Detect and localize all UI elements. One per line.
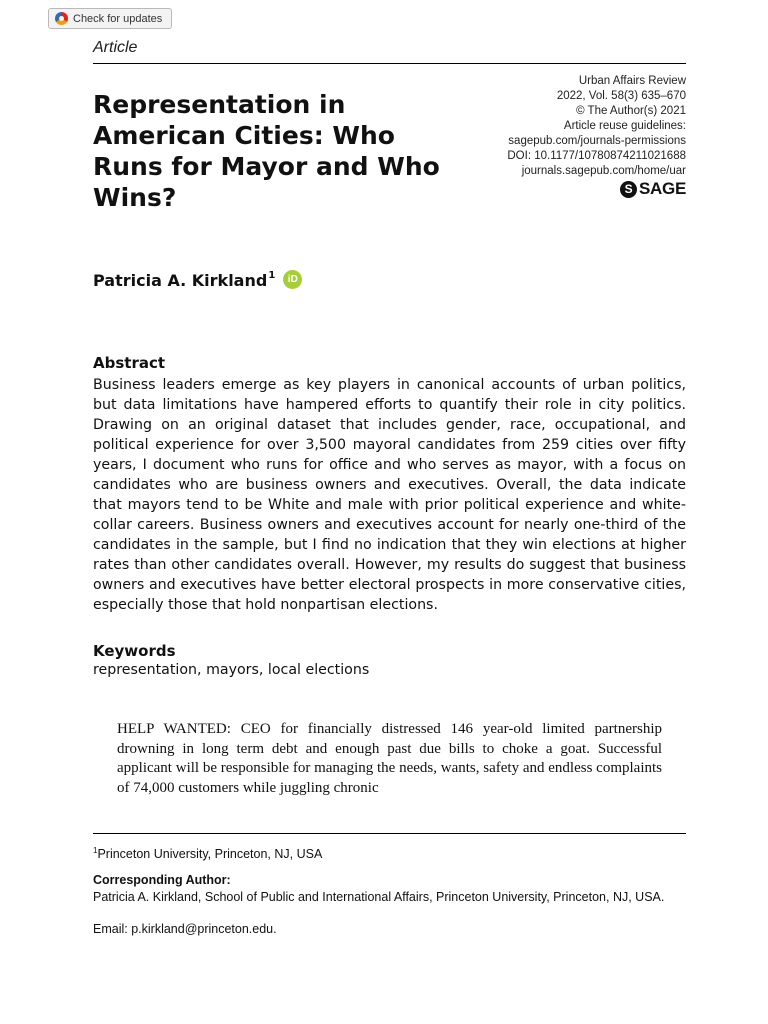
article-title: Representation in American Cities: Who Runs for Mayor and Who Wins? (93, 90, 440, 212)
crossmark-icon (55, 12, 68, 25)
author-line (93, 271, 302, 290)
epigraph-quote: HELP WANTED: CEO for financially distressed 146 year-old limited partnership drowning in long term debt and enough past due bills to choke a goat. Successful applicant will be responsible for managing the needs, wants, safety and endless complaints of 74,000 customers while juggling chronic (117, 721, 662, 796)
section-label: Article (93, 39, 138, 56)
keywords-text: representation, mayors, local elections (93, 662, 370, 678)
abstract-text: Business leaders emerge as key players in canonical accounts of urban politics, but data limitations have hampered efforts to quantify their role in city politics. Drawing on an original dataset that includes gender, race, occupational, and political experience for over 3,500 mayoral candidates from 259 cities over fifty years, I document who runs for office and who serves as mayor, with a focus on candidates who are business owners and executives. Overall, the data indicate that mayors tend to be White and male with prior political experience and white-collar careers. Business owners and executives account for nearly one-third of the candidates in the sample, but I find no indication that they win elections at higher rates than other candidates overall. However, my results do suggest that business owners and executives have better electoral prospects in more conservative cities, especially those that hold nonpartisan elections. (93, 377, 686, 613)
doi-link[interactable]: DOI: 10.1177/10780874211021688 (507, 150, 686, 162)
affiliation-text: Princeton University, Princeton, NJ, USA (97, 847, 323, 862)
keywords-heading: Keywords (93, 642, 176, 660)
journal-homepage-link[interactable]: journals.sagepub.com/home/uar (521, 165, 686, 177)
publisher-logo-text: SAGE (639, 179, 686, 198)
corresponding-author-heading: Corresponding Author: (93, 873, 231, 887)
footnote-divider (93, 833, 686, 834)
author-affiliation-mark: 1 (268, 270, 276, 281)
check-for-updates-button[interactable] (48, 8, 172, 29)
sage-mark-icon: S (620, 181, 637, 198)
affiliation-footnote (93, 846, 322, 861)
orcid-icon[interactable]: iD (283, 270, 302, 289)
header-divider (93, 63, 686, 64)
corresponding-author-email[interactable]: Email: p.kirkland@princeton.edu. (93, 922, 277, 936)
journal-volume: 2022, Vol. 58(3) 635–670 (556, 90, 686, 102)
reuse-label: Article reuse guidelines: (563, 120, 686, 132)
check-for-updates-label: Check for updates (73, 12, 163, 25)
copyright-line: © The Author(s) 2021 (576, 105, 686, 117)
sage-logo (620, 179, 686, 199)
author-name: Patricia A. Kirkland (93, 271, 268, 290)
journal-info (507, 74, 686, 179)
affiliation-footnote-mark: 1 (93, 846, 98, 855)
corresponding-author-text: Patricia A. Kirkland, School of Public and International Affairs, Princeton University, Princeton, NJ, USA. (93, 890, 665, 904)
abstract-heading: Abstract (93, 354, 166, 372)
journal-name: Urban Affairs Review (578, 75, 686, 87)
reuse-link[interactable]: sagepub.com/journals-permissions (508, 135, 686, 147)
